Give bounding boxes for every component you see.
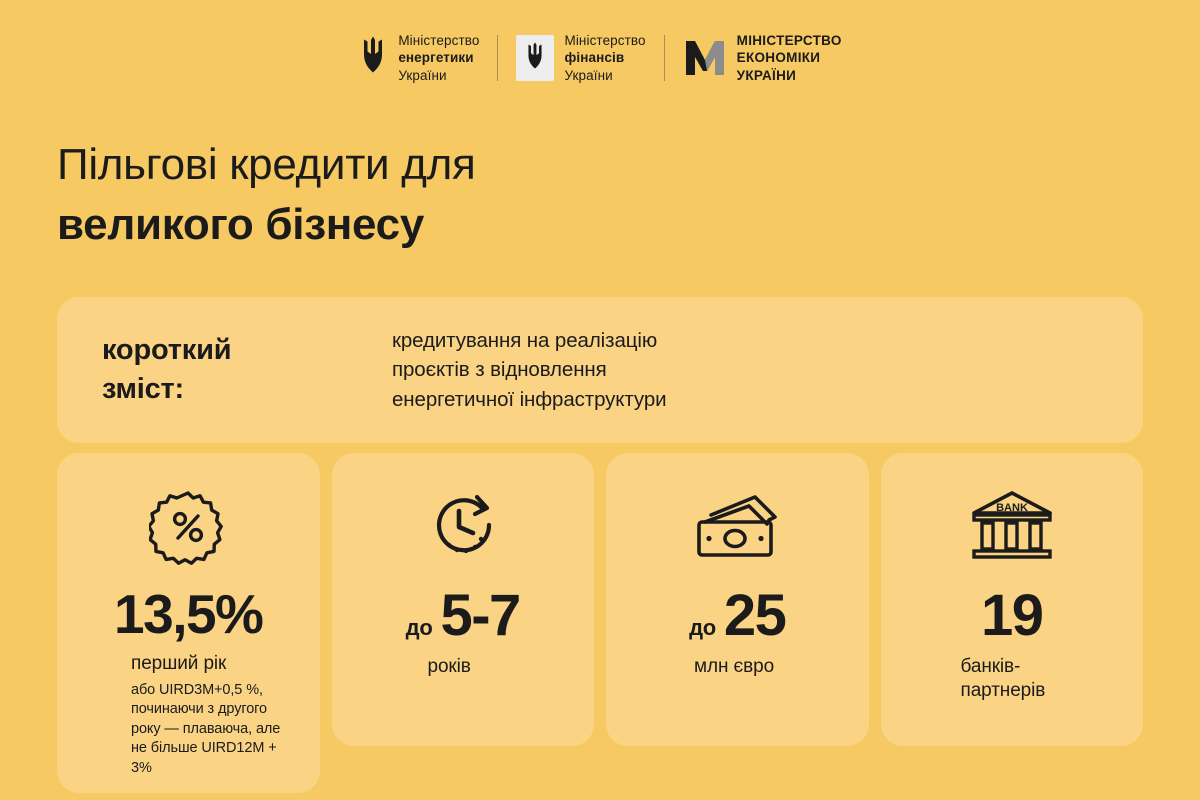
logo-ministry-of-economy bbox=[665, 32, 860, 84]
logo-text-finance bbox=[564, 32, 645, 84]
banknotes-icon bbox=[606, 453, 869, 573]
page-title-line-2: великого бізнесу bbox=[57, 199, 424, 249]
stat-card-term bbox=[332, 453, 595, 746]
stat-card-amount bbox=[606, 453, 869, 746]
summary-label-line-1: короткий bbox=[102, 333, 232, 366]
stat-card-text bbox=[881, 655, 1144, 703]
logo-line-2: енергетики bbox=[398, 50, 474, 66]
summary-label bbox=[102, 331, 392, 409]
stats-card-row bbox=[57, 453, 1143, 793]
summary-text-line-3: енергетичної інфраструктури bbox=[392, 387, 667, 411]
stat-value-row bbox=[57, 583, 320, 645]
logo-ministry-of-finance bbox=[498, 32, 663, 84]
stat-caption: перший рік bbox=[131, 653, 227, 674]
summary-text bbox=[392, 326, 667, 413]
stat-value-row bbox=[881, 583, 1144, 648]
summary-label-line-2: зміст: bbox=[102, 373, 184, 405]
summary-panel bbox=[57, 297, 1143, 443]
page-title-line-1: Пільгові кредити для bbox=[57, 140, 476, 189]
ukraine-trident-shield-icon bbox=[516, 35, 554, 81]
stat-card-interest-rate bbox=[57, 453, 320, 793]
stat-note-line: року — плаваюча, але bbox=[131, 720, 281, 737]
logo-line-3: УКРАЇНИ bbox=[736, 67, 797, 83]
logo-divider bbox=[497, 35, 498, 81]
ministry-of-economy-logo-icon bbox=[683, 38, 727, 78]
logo-ministry-of-energy bbox=[340, 32, 497, 84]
logo-text-economy bbox=[737, 32, 842, 84]
logo-divider bbox=[664, 35, 665, 81]
stat-card-text bbox=[332, 655, 595, 679]
stat-card-text bbox=[606, 655, 869, 679]
stat-caption-line-2: партнерів bbox=[960, 679, 1046, 701]
stat-note-line: починаючи з другого bbox=[131, 701, 268, 718]
logo-line-2: фінансів bbox=[564, 50, 625, 66]
clock-arrow-icon bbox=[332, 453, 595, 573]
logo-line-3: України bbox=[564, 67, 613, 83]
bank-building-icon bbox=[881, 453, 1144, 573]
stat-note-line: не більше UIRD12M + 3% bbox=[131, 740, 277, 776]
stat-caption-line-1: банків- bbox=[960, 656, 1021, 677]
percent-badge-icon bbox=[57, 453, 320, 573]
stat-value-row bbox=[332, 583, 595, 648]
logo-text-energy bbox=[398, 32, 479, 84]
page-title bbox=[57, 138, 757, 251]
summary-text-line-1: кредитування на реалізацію bbox=[392, 329, 658, 353]
stat-note bbox=[131, 681, 298, 779]
stat-card-partner-banks bbox=[881, 453, 1144, 746]
stat-value: 13,5% bbox=[114, 583, 263, 645]
stat-value: 5-7 bbox=[440, 583, 520, 648]
stat-prefix: до bbox=[689, 615, 716, 640]
stat-value: 25 bbox=[723, 583, 786, 648]
stat-caption: млн євро bbox=[694, 656, 775, 677]
header-logos bbox=[0, 32, 1200, 84]
ukraine-trident-icon bbox=[358, 36, 388, 80]
logo-line-2: ЕКОНОМІКИ bbox=[736, 50, 821, 66]
stat-prefix: до bbox=[405, 615, 433, 640]
stat-caption: років bbox=[427, 656, 471, 677]
stat-note-line: або UIRD3M+0,5 %, bbox=[131, 681, 263, 698]
stat-card-text bbox=[57, 652, 320, 779]
stat-value: 19 bbox=[980, 583, 1043, 648]
stat-value-row bbox=[606, 583, 869, 648]
logo-line-1: Міністерство bbox=[564, 33, 646, 48]
logo-line-3: України bbox=[398, 67, 447, 83]
summary-text-line-2: проєктів з відновлення bbox=[392, 358, 607, 382]
logo-line-1: Міністерство bbox=[398, 33, 480, 48]
svg-text:BANK: BANK bbox=[995, 502, 1028, 514]
logo-line-1: МІНІСТЕРСТВО bbox=[736, 33, 842, 48]
